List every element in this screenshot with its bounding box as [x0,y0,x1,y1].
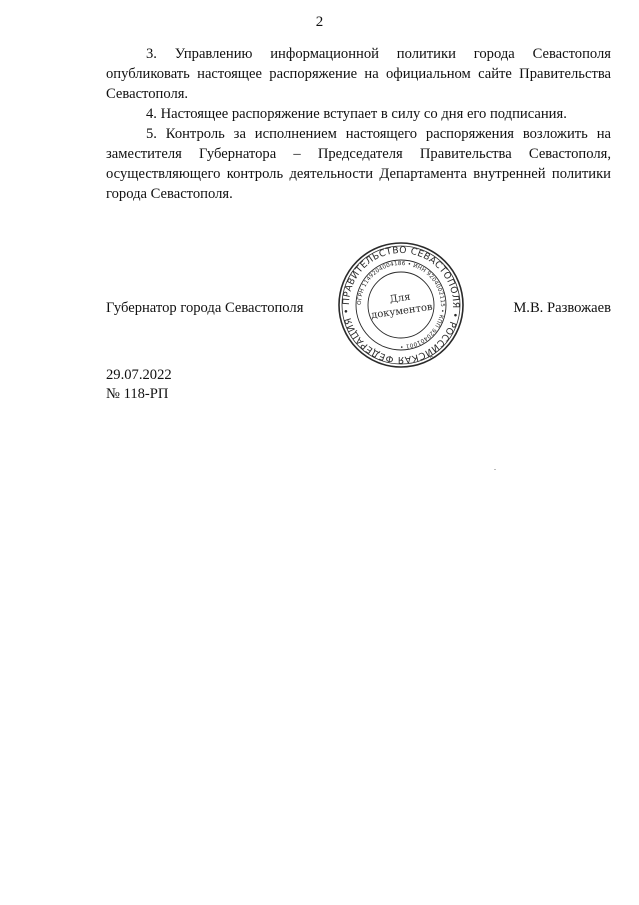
stamp-center-line-1: Для [389,291,412,306]
stamp-center-line-2: документов [370,301,434,322]
paragraph-4: 4. Настоящее распоряжение вступает в силу со дня его подписания. [146,106,567,122]
document-date: 29.07.2022 [106,367,172,383]
stamp-middle-ring [356,260,446,350]
document-body [106,44,611,204]
signer-position-title: Губернатор города Севастополя [106,300,304,316]
stamp-inner-text-path: ОГРН 1149204004186 • ИНН 9204002115 • КПП 920401001 • [356,260,446,350]
paragraph-3: 3. Управлению информационной политики города Севастополя опубликовать настоящее распоряжение на официальном сайте Правительства Севастополя. [106,46,611,102]
scan-speck [494,469,496,470]
paragraph-5: 5. Контроль за исполнением настоящего распоряжения возложить на заместителя Губернатора – Председателя Правительства Севастополя, осуществляющего контроль деятельности Департамента внутренней политики города Севастополя. [106,126,611,202]
page-number: 2 [315,14,324,30]
stamp-seal-graphic [336,240,466,370]
document-number: № 118-РП [106,386,169,402]
stamp-outer-text-path: ПРАВИТЕЛЬСТВО СЕВАСТОПОЛЯ • РОССИЙСКАЯ ФЕДЕРАЦИЯ • [340,244,462,366]
signer-name: М.В. Развожаев [513,300,611,316]
official-stamp-seal [336,240,466,370]
